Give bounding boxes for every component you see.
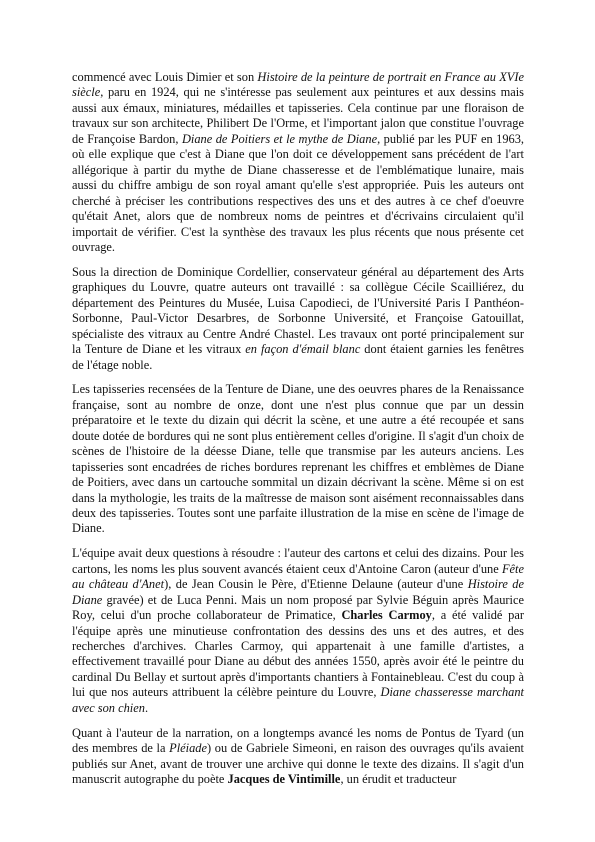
person-name: Jacques de Vintimille <box>227 772 341 787</box>
document-body <box>72 70 524 788</box>
text-run: ), de Jean Cousin le Père, d'Etienne Delaune (auteur d'une <box>164 577 468 592</box>
text-run: L'équipe avait deux questions à résoudre : l'auteur des cartons et celui des dizains. Pour les cartons, les noms les plus souvent avancés étaient ceux d'Antoine Caron (auteur d'une <box>72 546 524 576</box>
text-run: commencé avec Louis Dimier et son <box>72 70 258 84</box>
paragraph <box>72 726 524 788</box>
artwork-title: Diane chasseresse marchant avec son chien <box>72 685 524 715</box>
artwork-title: Fête au château d'Anet <box>72 561 524 592</box>
text-run: . <box>144 700 149 715</box>
text-run: , paru en 1924, qui ne s'intéresse pas seulement aux peintures et aux dessins mais aussi aux émaux, miniatures, médailles et tapisseries. Cela continue par une floraison de travaux sur son architecte, Philibert De l'Orme, et l'important jalon que constitue l'ouvrage de Françoise Bardon, <box>72 85 524 146</box>
emphasis-text: Pléiade <box>169 741 207 756</box>
text-run: Les tapisseries recensées de la Tenture de Diane, une des oeuvres phares de la Renaissance française, sont au nombre de onze, dont une n'est plus connue que par un dessin préparatoire et le texte du dizain qui décrit la scène, et une autre a été recoupée et sans doute dotée de bordures qui ne sont plus entièrement celles d'origine. Il s'agit d'un choix de scènes de l'histoire de la déesse Diane, telle que transmise par les auteurs anciens. Les tapisseries sont encadrées de riches bordures reprenant les chiffres et emblèmes de Diane de Poitiers, avec dans un cartouche sommital un dizain décrivant la scène. Même si on est dans la mythologie, les traits de la maîtresse de maison sont aisément reconnaissables dans deux des tapisseries. Toutes sont une parfaite illustration de la mise en scène de l'image de Diane. <box>72 382 524 536</box>
artwork-title: Histoire de Diane <box>72 577 524 607</box>
text-run: , publié par les PUF en 1963, où elle explique que c'est à Diane que l'on doit ce développement sans précédent de l'art allégorique à partir du mythe de Diane chasseresse et de l'emblématique lunaire, mais aussi du chiffre ambigu de son royal amant qu'elle s'est appropriée. Puis les auteurs ont cherché à préciser les contributions respectives des uns et des autres à ce chef d'oeuvre qu'était Anet, alors que de nombreux noms de peintres et d'écrivains circulaient qu'il importait de vérifier. C'est la synthèse des travaux les plus récents que nous présente cet ouvrage. <box>72 131 525 254</box>
paragraph <box>72 382 524 537</box>
text-run: , a été validé par l'équipe après une minutieuse confrontation des dessins des uns et des autres, et des recherches d'archives. Charles Carmoy, qui appartenait à une famille d'artistes, a effectivement travaillé pour Diane au début des années 1550, après avoir été le peintre du cardinal Du Bellay et surtout après d'importants chantiers à Fontainebleau. C'est du coup à lui que nos auteurs attribuent la célèbre peinture du Louvre, <box>72 608 524 700</box>
text-run: , un érudit et traducteur <box>340 772 457 787</box>
paragraph <box>72 546 524 716</box>
paragraph <box>72 265 524 373</box>
book-title: Diane de Poitiers et le mythe de Diane <box>181 131 378 146</box>
text-run: dont étaient garnies les fenêtres de l'étage noble. <box>72 342 524 372</box>
book-title: Histoire de la peinture de portrait en France au XVIe siècle <box>72 70 524 100</box>
text-run: Quant à l'auteur de la narration, on a longtemps avancé les noms de Pontus de Tyard (un des membres de la <box>72 725 524 756</box>
text-run: ) ou de Gabriele Simeoni, en raison des ouvrages qu'ils avaient publiés sur Anet, avant de trouver une archive qui donne le texte des dizains. Il s'agit d'un manuscrit autographe du poète <box>72 741 524 787</box>
text-run: Sous la direction de Dominique Cordellier, conservateur général au département des Arts graphiques du Louvre, quatre auteurs ont travaillé : sa collègue Cécile Scailliérez, du département des Peintures du Musée, Luisa Capodieci, de l'Université Paris I Panthéon-Sorbonne, Paul-Victor Desarbres, de Sorbonne Université, et Françoise Gatouillat, spécialiste des vitraux au Centre André Chastel. Les travaux ont porté principalement sur la Tenture de Diane et les vitraux <box>72 264 524 357</box>
person-name: Charles Carmoy <box>341 608 432 623</box>
emphasis-text: en façon d'émail blanc <box>245 342 361 357</box>
paragraph <box>72 70 524 255</box>
text-run: gravée) et de Luca Penni. Mais un nom proposé par Sylvie Béguin après Maurice Roy, celui d'un proche collaborateur de Primatice, <box>72 592 524 623</box>
